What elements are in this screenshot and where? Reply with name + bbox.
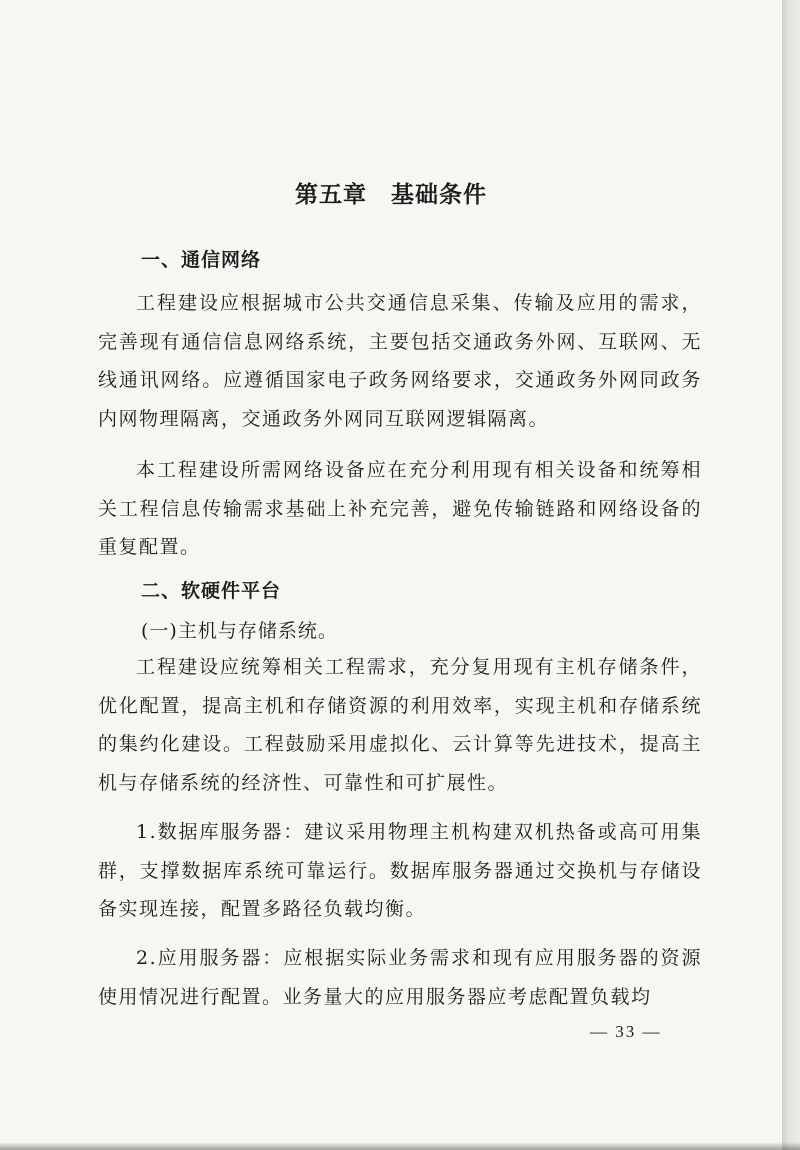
paragraph-database-server: 1.数据库服务器：建议采用物理主机构建双机热备或高可用集群，支撑数据库系统可靠运行。数据库服务器通过交换机与存储设备实现连接，配置多路径负载均衡。 (98, 821, 702, 920)
paragraph-application-server: 2.应用服务器：应根据实际业务需求和现有应用服务器的资源使用情况进行配置。业务量大的应用服务器应考虑配置负载均 (98, 947, 702, 1008)
page-number: — 33 — (590, 1022, 662, 1041)
paragraph-host-storage: 工程建设应统筹相关工程需求，充分复用现有主机存储条件，优化配置，提高主机和存储资源的利用效率，实现主机和存储系统的集约化建设。工程鼓励采用虚拟化、云计算等先进技术，提高主机与存储系统的经济性、可靠性和可扩展性。 (98, 656, 702, 794)
section-heading-platform: 二、软硬件平台 (141, 580, 282, 602)
chapter-title: 第五章 基础条件 (295, 181, 487, 208)
paragraph-network-2: 本工程建设所需网络设备应在充分利用现有相关设备和统筹相关工程信息传输需求基础上补充完善，避免传输链路和网络设备的重复配置。 (98, 459, 702, 558)
section-heading-network: 一、通信网络 (141, 249, 262, 271)
sub-heading-host-storage: (一)主机与存储系统。 (141, 620, 338, 642)
scan-bottom-shadow (0, 1142, 800, 1150)
paragraph-network-1: 工程建设应根据城市公共交通信息采集、传输及应用的需求，完善现有通信信息网络系统，主要包括交通政务外网、互联网、无线通讯网络。应遵循国家电子政务网络要求，交通政务外网同政务内网物理隔离，交通政务外网同互联网逻辑隔离。 (98, 292, 702, 430)
page-edge (782, 0, 800, 1150)
